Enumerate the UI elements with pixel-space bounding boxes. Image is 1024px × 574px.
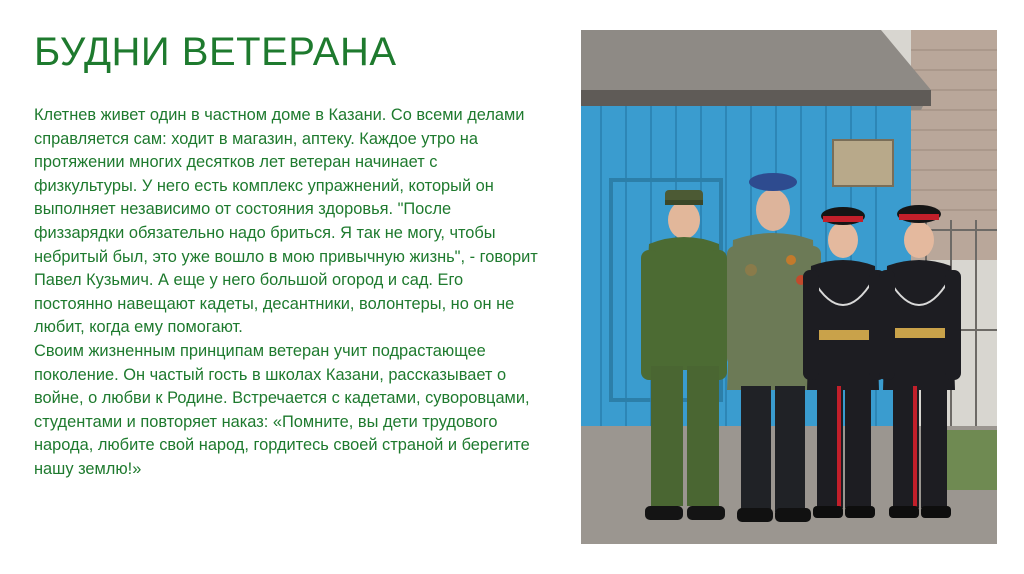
photo-veteran-with-cadets xyxy=(581,30,997,544)
paragraph-teaching: Своим жизненным принципам ветеран учит подрастающее поколение. Он частый гость в школах Казани, рассказывает о войне, о любви к Родине. Встречается с кадетами, суворовцами, студентами и повторяет наказ: «Помните, вы дети трудового народа, любите свой народ, гордитесь своей страной и берегите нашу землю!» xyxy=(34,341,530,478)
slide-title: БУДНИ ВЕТЕРАНА xyxy=(34,30,397,74)
body-text xyxy=(34,104,544,482)
paragraph-daily-life: Клетнев живет один в частном доме в Казани. Со всеми делами справляется сам: ходит в магазин, аптеку. Каждое утро на протяжении многих десятков лет ветеран начинает с физкультуры. У него есть комплекс упражнений, который он выполняет независимо от состояния здоровья. "После физзарядки обязательно надо бриться. Я так не могу, чтобы небритый был, это уже вошло в мою привычную жизнь", - говорит Павел Кузьмич. А еще у него большой огород и сад. Его постоянно навещают кадеты, десантники, волонтеры, но он не любит, когда ему помогают. xyxy=(34,106,538,337)
